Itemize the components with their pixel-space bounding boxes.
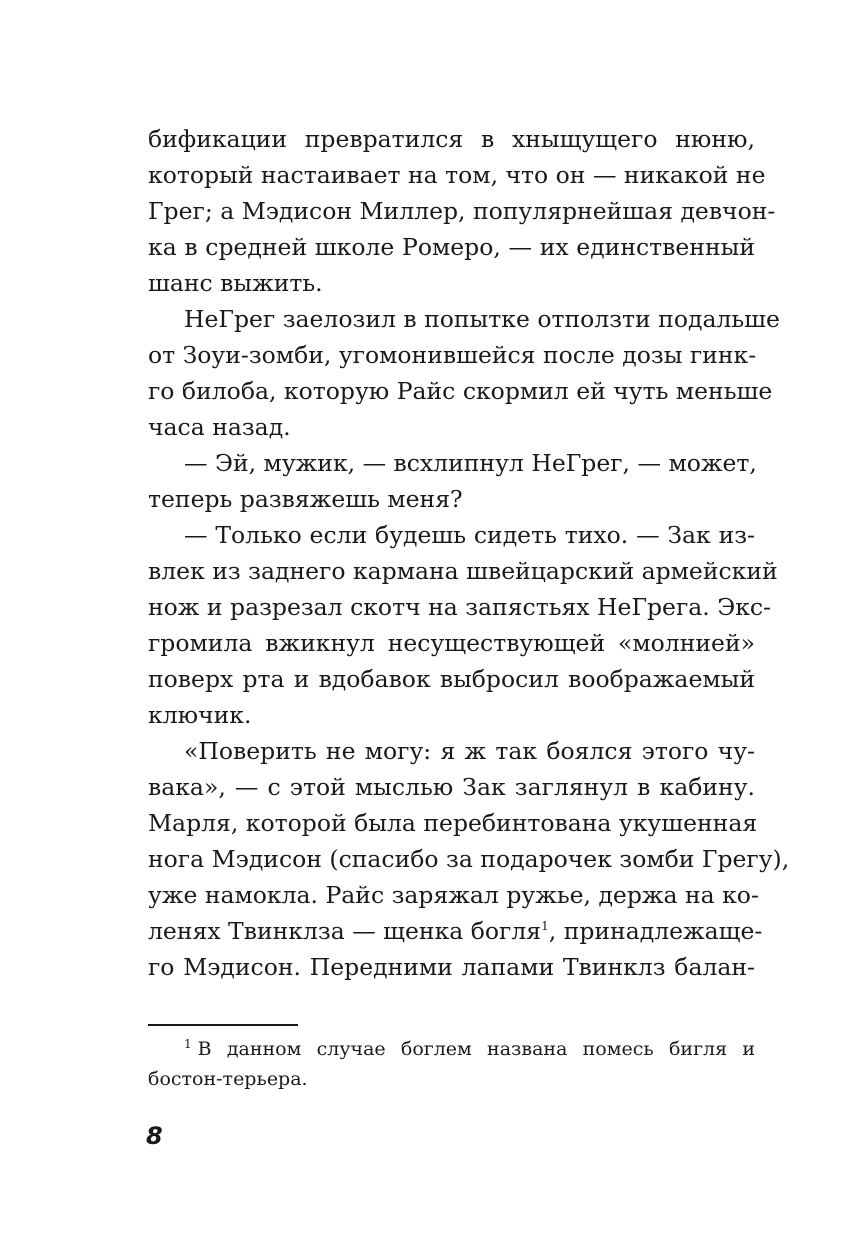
- text-line-with-footnote-ref: [148, 913, 763, 949]
- text-line: который настаивает на том, что он — никакой не: [148, 161, 766, 189]
- text-line: от Зоуи-зомби, угомонившейся после дозы гинк-: [148, 341, 757, 369]
- text-line: часа назад.: [148, 413, 291, 441]
- text-line: нож и разрезал скотч на запястьях НеГрега. Экс-: [148, 593, 771, 621]
- text-line: «Поверить не могу: я ж так боялся этого чу-: [184, 737, 755, 765]
- footnote: [148, 1034, 755, 1094]
- text-line: громила вжикнул несуществующей «молнией»: [148, 629, 755, 657]
- text-line: ключик.: [148, 701, 252, 729]
- text-line: поверх рта и вдобавок выбросил воображаемый: [148, 665, 755, 693]
- text-line: — Эй, мужик, — всхлипнул НеГрег, — может,: [184, 449, 757, 477]
- text-line: теперь развяжешь меня?: [148, 485, 463, 513]
- text-line: го Мэдисон. Передними лапами Твинклз балан-: [148, 953, 755, 981]
- text-line: влек из заднего кармана швейцарский армейский: [148, 557, 778, 585]
- text-fragment: , принадлежаще-: [548, 917, 763, 945]
- footnote-marker: 1: [184, 1036, 192, 1051]
- main-text: [148, 121, 790, 985]
- footnote-line: [148, 1034, 755, 1064]
- text-line: шанс выжить.: [148, 269, 323, 297]
- footnote-text: В данном случае боглем названа помесь бигля и: [197, 1038, 755, 1060]
- text-line: го билоба, которую Райс скормил ей чуть меньше: [148, 377, 773, 405]
- text-line: Грег; а Мэдисон Миллер, популярнейшая девчон-: [148, 197, 776, 225]
- footnote-line: бостон-терьера.: [148, 1068, 308, 1090]
- footnote-reference[interactable]: 1: [541, 919, 549, 934]
- text-line: уже намокла. Райс заряжал ружье, держа на ко-: [148, 881, 759, 909]
- text-line: бификации превратился в хныщущего нюню,: [148, 125, 755, 153]
- footnote-divider: [148, 1024, 298, 1026]
- text-line: Марля, которой была перебинтована укушенная: [148, 809, 758, 837]
- text-line: ка в средней школе Ромеро, — их единственный: [148, 233, 755, 261]
- page-number: 8: [146, 1122, 163, 1150]
- text-line: — Только если будешь сидеть тихо. — Зак из-: [184, 521, 755, 549]
- text-line: вака», — с этой мыслью Зак заглянул в кабину.: [148, 773, 755, 801]
- text-line: НеГрег заелозил в попытке отползти подальше: [184, 305, 780, 333]
- text-line: нога Мэдисон (спасибо за подарочек зомби Грегу),: [148, 845, 790, 873]
- text-fragment: ленях Твинклза — щенка богля: [148, 917, 542, 945]
